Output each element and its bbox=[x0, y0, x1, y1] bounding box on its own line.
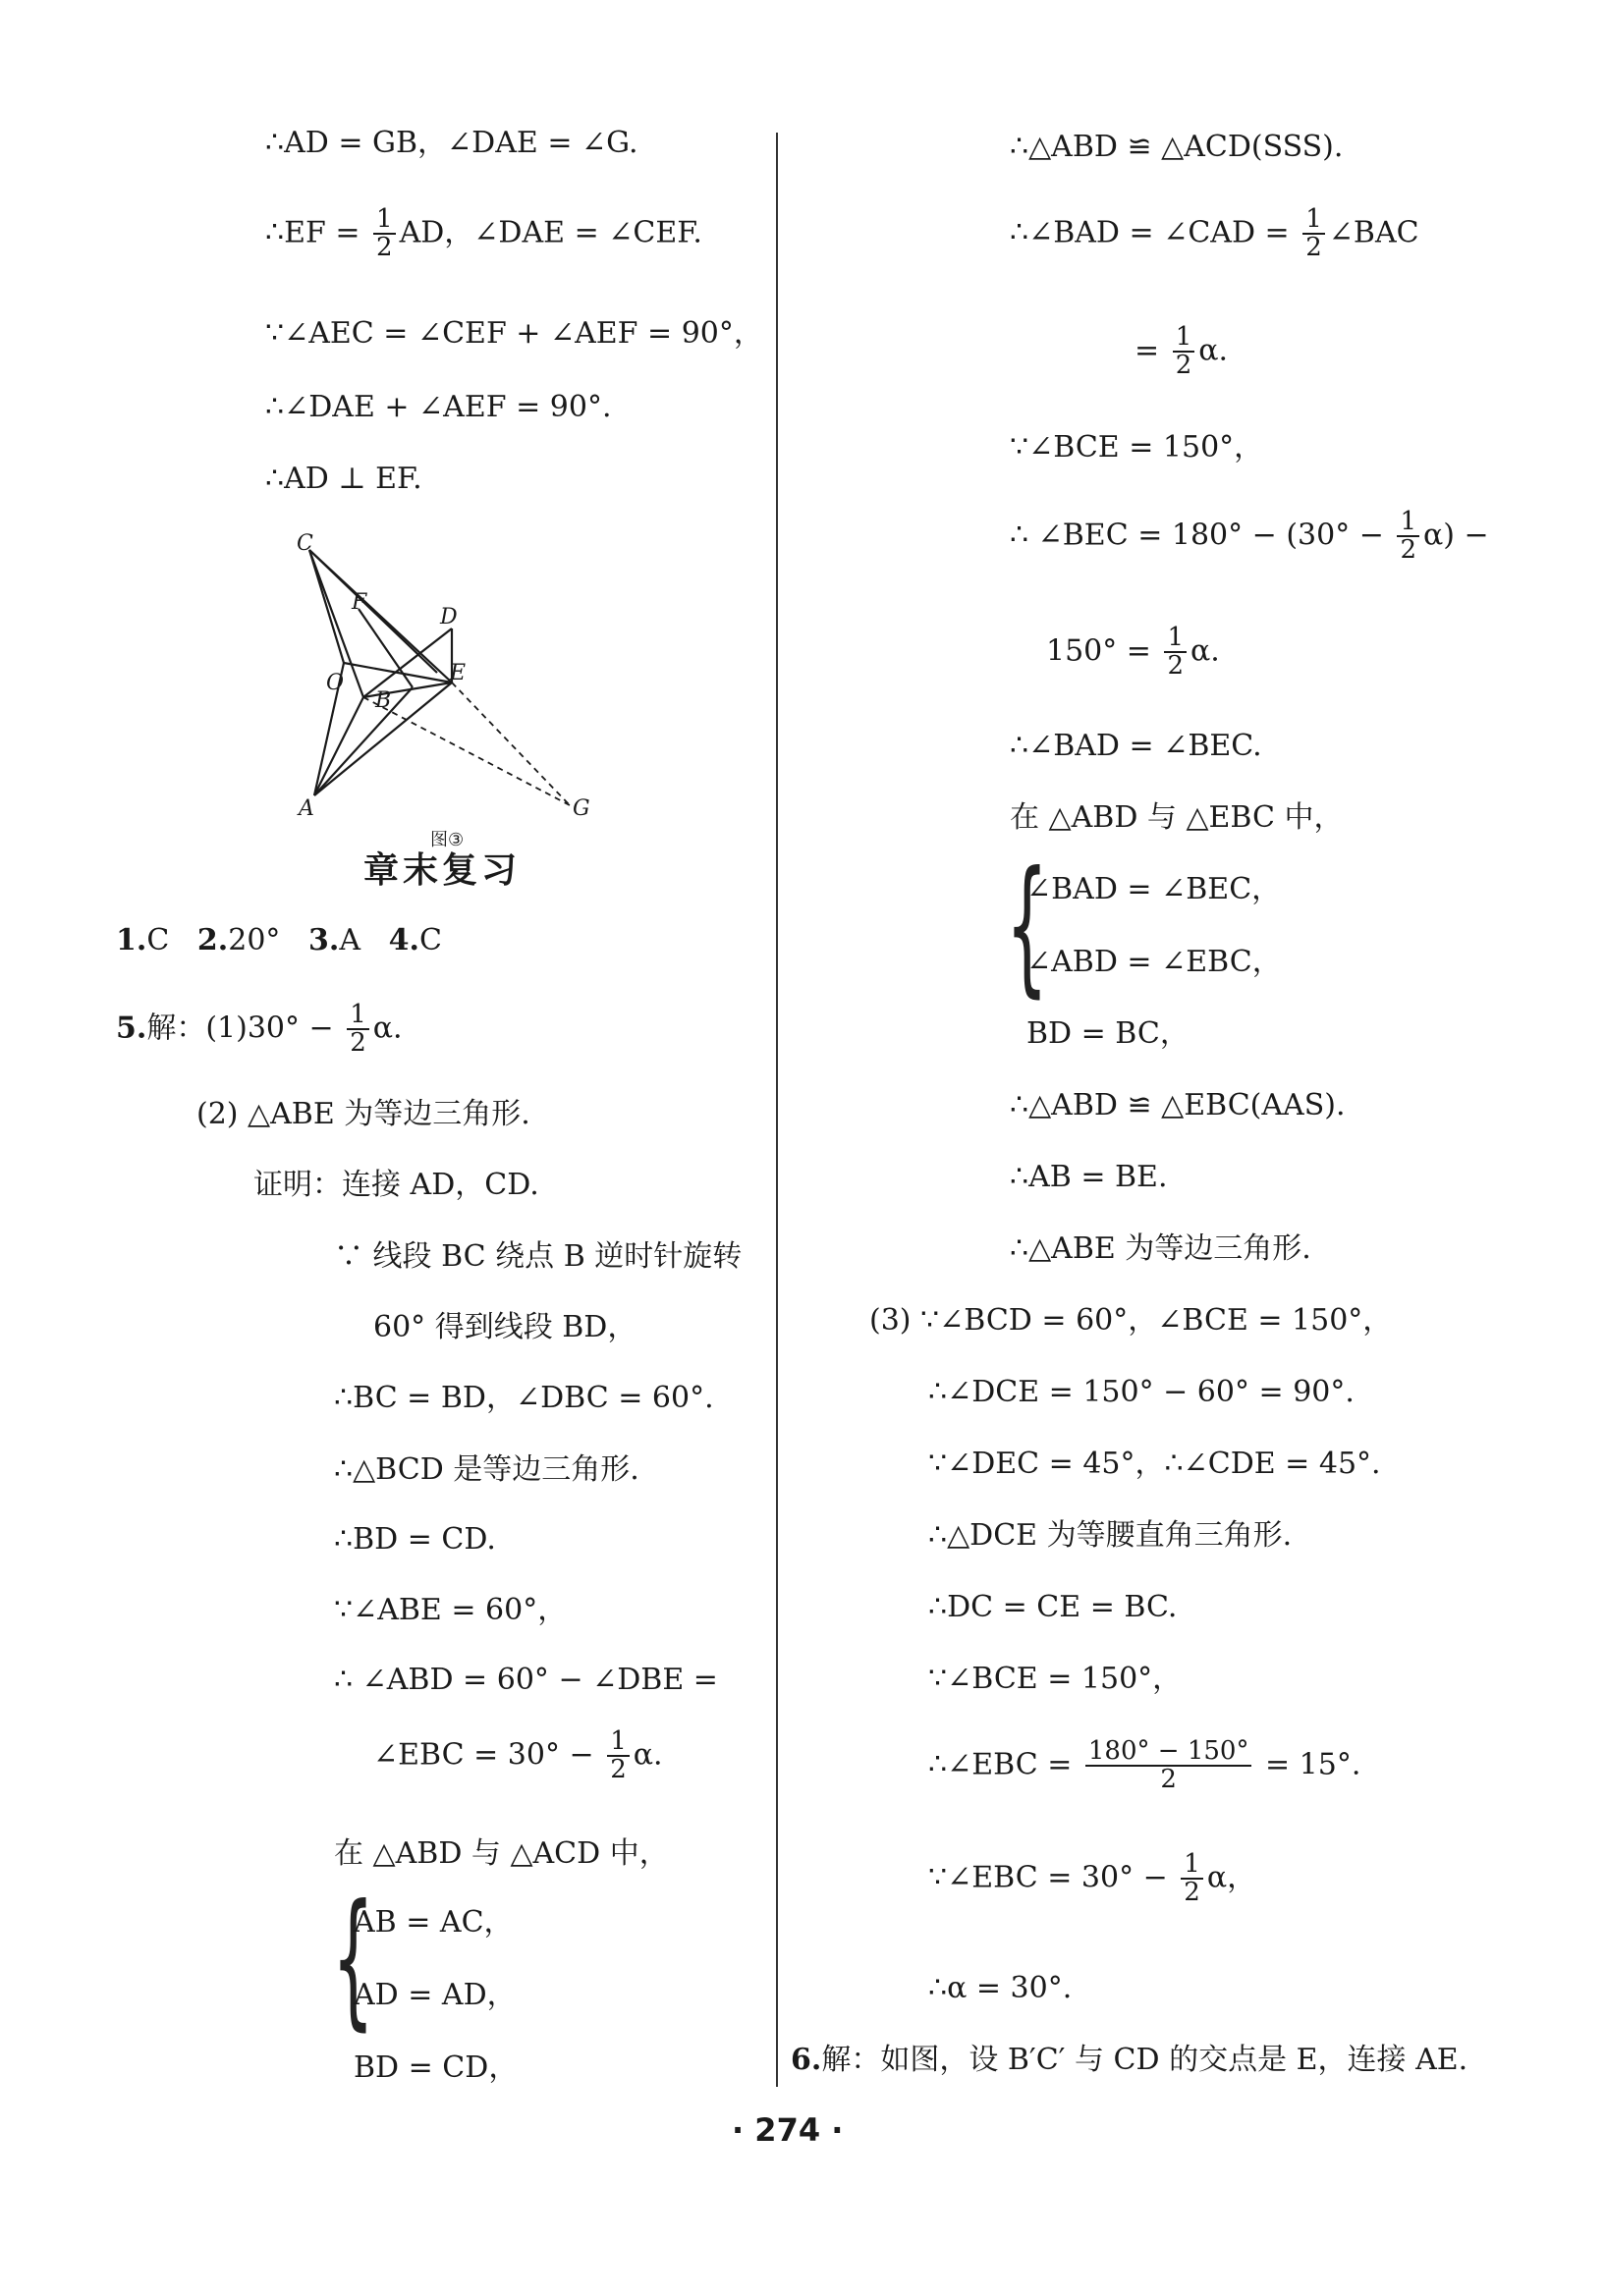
brace-line-2: AD = AD， bbox=[354, 1978, 517, 2012]
question-5-alpha: α. bbox=[372, 1011, 403, 1046]
right-line-7: ∴∠BAD = ∠BEC. bbox=[1010, 729, 1262, 763]
right-line-3-b: α. bbox=[1198, 333, 1229, 368]
answer-4: C bbox=[418, 923, 442, 957]
fraction-angle bbox=[1085, 1738, 1252, 1794]
section-title: 章末复习 bbox=[363, 850, 522, 891]
answer-3: A bbox=[339, 923, 361, 957]
left-line-1: ∴AD = GB，∠DAE = ∠G. bbox=[265, 126, 638, 160]
answer-2-num: 2. bbox=[196, 923, 229, 957]
seg-BG-dashed bbox=[363, 697, 570, 805]
right-line-13: ∴∠DCE = 150° − 60° = 90°. bbox=[928, 1375, 1355, 1409]
brace-line-3: BD = CD， bbox=[354, 2050, 519, 2085]
right-brace-line-2: ∠ABD = ∠EBC， bbox=[1026, 945, 1282, 979]
proof-line-9: 在 △ABD 与 △ACD 中， bbox=[334, 1836, 669, 1871]
right-line-5-a: ∴ ∠BEC = 180° − (30° − bbox=[1010, 518, 1394, 553]
left-line-3: ∵∠AEC = ∠CEF + ∠AEF = 90°， bbox=[265, 316, 763, 351]
right-line-19-a: ∵∠EBC = 30° − bbox=[928, 1860, 1178, 1895]
proof-line-3: ∴BC = BD，∠DBC = 60°. bbox=[334, 1381, 714, 1415]
answer-3-num: 3. bbox=[308, 923, 340, 957]
right-line-20: ∴α = 30°. bbox=[928, 1971, 1073, 2005]
frac-num: 1 bbox=[1397, 509, 1419, 537]
label-B: B bbox=[375, 688, 392, 713]
right-line-10: ∴AB = BE. bbox=[1010, 1160, 1168, 1194]
fraction-half bbox=[1181, 1851, 1203, 1907]
right-line-19 bbox=[928, 1851, 1256, 1907]
frac-den: 2 bbox=[1305, 233, 1322, 263]
right-line-19-b: α， bbox=[1206, 1860, 1257, 1895]
seg-BD bbox=[363, 629, 452, 697]
right-line-6-b: α. bbox=[1190, 633, 1220, 669]
question-6 bbox=[791, 2043, 1467, 2078]
right-brace: { bbox=[1006, 841, 1048, 1011]
question-5-text: 解：(1)30° − bbox=[146, 1011, 344, 1046]
right-line-8: 在 △ABD 与 △EBC 中， bbox=[1010, 800, 1344, 835]
label-E: E bbox=[450, 661, 467, 685]
proof-line-4: ∴△BCD 是等边三角形. bbox=[334, 1452, 639, 1487]
right-line-3 bbox=[1135, 324, 1228, 380]
frac-den: 2 bbox=[1167, 651, 1185, 682]
question-5-part-2: (2) △ABE 为等边三角形. bbox=[196, 1097, 530, 1131]
question-5-part-1 bbox=[116, 1002, 403, 1058]
label-F: F bbox=[352, 590, 367, 615]
fraction-half bbox=[373, 206, 396, 262]
answers-row bbox=[116, 923, 442, 958]
fraction-half bbox=[1173, 324, 1195, 380]
label-A: A bbox=[299, 796, 314, 821]
frac-den: 2 bbox=[610, 1755, 627, 1785]
frac-num: 1 bbox=[607, 1728, 630, 1757]
proof-heading: 证明：连接 AD，CD. bbox=[253, 1168, 539, 1202]
frac-num: 1 bbox=[1302, 206, 1325, 235]
frac-num: 1 bbox=[373, 206, 396, 235]
label-C: C bbox=[297, 531, 313, 556]
right-line-17: ∵∠BCE = 150°， bbox=[928, 1662, 1183, 1696]
right-line-18-a: ∴∠EBC = bbox=[928, 1747, 1081, 1782]
label-O: O bbox=[326, 671, 345, 695]
question-5-num: 5. bbox=[116, 1011, 147, 1046]
seg-EG-dashed bbox=[452, 683, 570, 805]
frac-den: 2 bbox=[1400, 535, 1416, 566]
left-line-5: ∴AD ⊥ EF. bbox=[265, 462, 422, 496]
right-line-11: ∴△ABE 为等边三角形. bbox=[1010, 1231, 1311, 1266]
frac-num: 1 bbox=[1181, 1851, 1203, 1880]
right-line-1: ∴△ABD ≌ △ACD(SSS). bbox=[1010, 130, 1344, 164]
right-brace-line-1: ∠BAD = ∠BEC， bbox=[1026, 872, 1282, 906]
proof-line-8-b: α. bbox=[633, 1737, 663, 1773]
proof-line-1: ∵ 线段 BC 绕点 B 逆时针旋转 bbox=[334, 1239, 743, 1274]
frac-den: 2 bbox=[1160, 1765, 1177, 1795]
fraction-half bbox=[1164, 625, 1187, 681]
frac-den: 2 bbox=[350, 1028, 366, 1059]
left-brace: { bbox=[332, 1874, 374, 2045]
seg-AB bbox=[314, 697, 363, 795]
answer-2: 20° bbox=[228, 923, 281, 957]
right-line-5 bbox=[1010, 509, 1489, 565]
left-line-2-b: AD，∠DAE = ∠CEF. bbox=[399, 215, 702, 250]
proof-line-5: ∴BD = CD. bbox=[334, 1522, 496, 1557]
label-G: G bbox=[573, 796, 590, 821]
seg-A-mid bbox=[314, 687, 413, 795]
right-line-4: ∵∠BCE = 150°， bbox=[1010, 430, 1264, 465]
right-brace-line-3: BD = BC， bbox=[1026, 1016, 1190, 1051]
right-line-16: ∴DC = CE = BC. bbox=[928, 1590, 1178, 1624]
column-divider bbox=[776, 133, 778, 2087]
fraction-half bbox=[607, 1728, 630, 1784]
right-line-12: (3) ∵∠BCD = 60°，∠BCE = 150°， bbox=[869, 1303, 1393, 1338]
left-line-2-a: ∴EF = bbox=[265, 215, 370, 250]
right-line-2-a: ∴∠BAD = ∠CAD = bbox=[1010, 215, 1300, 250]
answer-1-num: 1. bbox=[116, 923, 147, 957]
left-line-4: ∴∠DAE + ∠AEF = 90°. bbox=[265, 390, 612, 424]
frac-den: 2 bbox=[1175, 351, 1192, 381]
left-line-2 bbox=[265, 206, 702, 262]
fraction-half bbox=[1397, 509, 1419, 565]
question-6-text: 解：如图，设 B′C′ 与 CD 的交点是 E，连接 AE. bbox=[821, 2043, 1468, 2077]
right-line-14: ∵∠DEC = 45°，∴∠CDE = 45°. bbox=[928, 1447, 1381, 1481]
right-line-5-b: α) − bbox=[1422, 518, 1489, 553]
frac-num: 1 bbox=[1164, 625, 1187, 653]
answer-1: C bbox=[146, 923, 170, 957]
geometry-figure bbox=[285, 530, 609, 835]
right-line-2 bbox=[1010, 206, 1419, 262]
brace-line-1: AB = AC， bbox=[354, 1905, 514, 1940]
right-line-6-a: 150° = bbox=[1046, 633, 1161, 669]
frac-den: 2 bbox=[376, 233, 393, 263]
page-number: · 274 · bbox=[732, 2111, 844, 2149]
right-line-3-a: = bbox=[1135, 333, 1169, 368]
fraction-half bbox=[1302, 206, 1325, 262]
right-line-6 bbox=[1046, 625, 1220, 681]
fraction-half bbox=[347, 1002, 369, 1058]
frac-num: 180° − 150° bbox=[1085, 1738, 1252, 1767]
right-line-18 bbox=[928, 1738, 1360, 1794]
right-line-2-b: ∠BAC bbox=[1328, 215, 1419, 250]
right-line-18-b: = 15°. bbox=[1255, 1747, 1361, 1782]
proof-line-8-a: ∠EBC = 30° − bbox=[373, 1737, 604, 1773]
question-6-num: 6. bbox=[791, 2043, 822, 2077]
proof-line-6: ∵∠ABE = 60°， bbox=[334, 1593, 568, 1627]
figure-caption: 图③ bbox=[430, 830, 465, 850]
frac-num: 1 bbox=[1173, 324, 1195, 353]
answer-4-num: 4. bbox=[388, 923, 419, 957]
frac-num: 1 bbox=[347, 1002, 369, 1030]
right-line-9: ∴△ABD ≌ △EBC(AAS). bbox=[1010, 1088, 1346, 1122]
frac-den: 2 bbox=[1184, 1878, 1200, 1908]
label-D: D bbox=[440, 605, 458, 629]
right-line-15: ∴△DCE 为等腰直角三角形. bbox=[928, 1518, 1293, 1553]
proof-line-8 bbox=[373, 1728, 663, 1784]
proof-line-7: ∴ ∠ABD = 60° − ∠DBE = bbox=[334, 1663, 718, 1697]
proof-line-2: 60° 得到线段 BD， bbox=[373, 1310, 637, 1344]
